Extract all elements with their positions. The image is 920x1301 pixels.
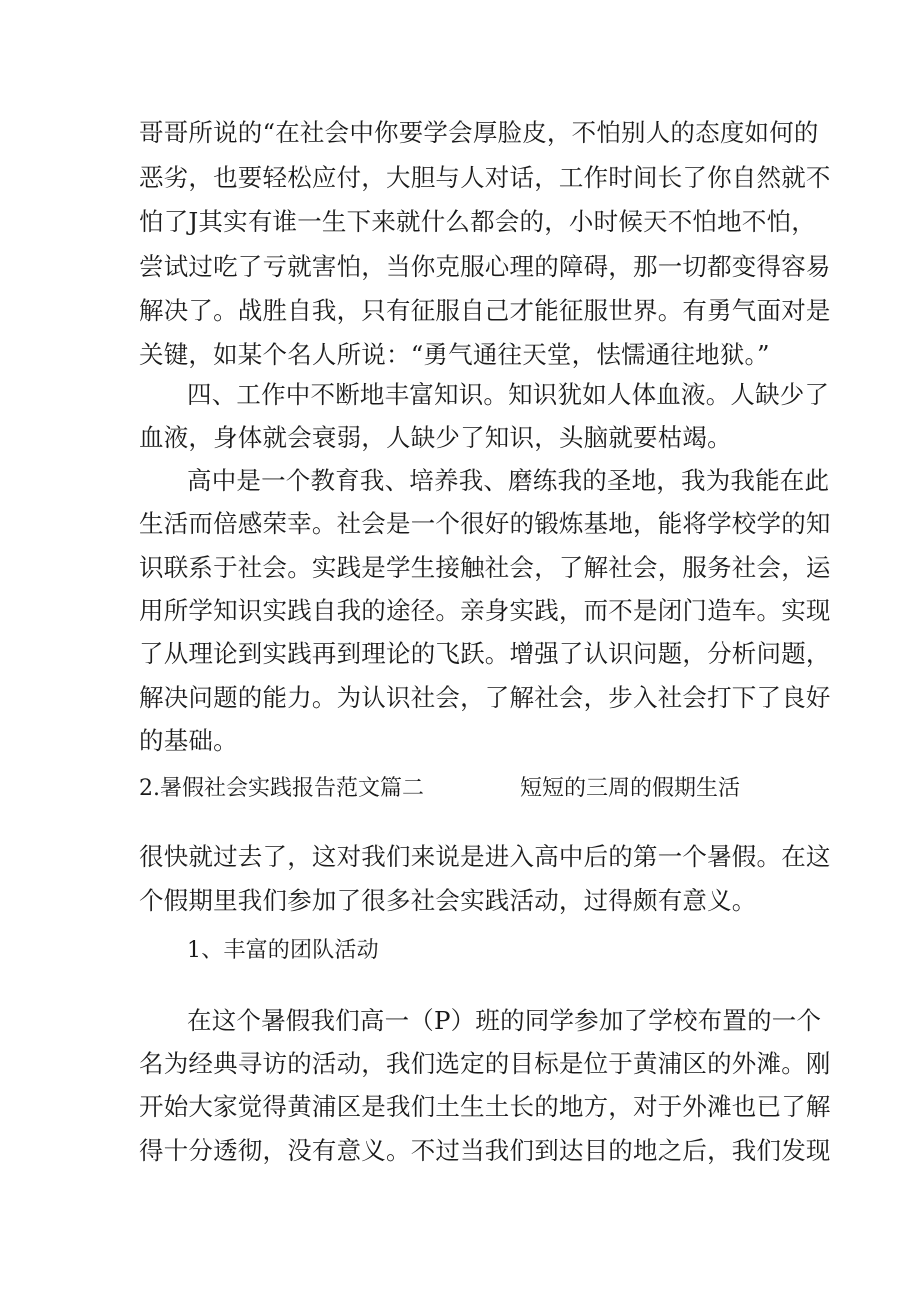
text-line: 很快就过去了，这对我们来说是进入高中后的第一个暑假。在这	[139, 842, 831, 871]
section-title: 2.暑假社会实践报告范文篇二	[139, 776, 424, 801]
text-line: 解决了。战胜自我，只有征服自己才能征服世界。有勇气面对是	[139, 296, 831, 325]
text-line: 血液，身体就会衰弱，人缺少了知识，头脑就要枯竭。	[139, 423, 732, 452]
text-line: 开始大家觉得黄浦区是我们土生土长的地方，对于外滩也已了解	[139, 1092, 831, 1121]
text-line: 生活而倍感荣幸。社会是一个很好的锻炼基地，能将学校学的知	[139, 509, 831, 538]
section-intro: 短短的三周的假期生活	[520, 776, 741, 801]
text-line: 了从理论到实践再到理论的飞跃。增强了认识问题，分析问题，	[139, 639, 831, 668]
text-line: 关键，如某个名人所说：“勇气通往天堂，怯懦通往地狱。”	[139, 340, 770, 369]
text-line: 在这个暑假我们高一（P）班的同学参加了学校布置的一个	[187, 1006, 822, 1035]
text-line: 识联系于社会。实践是学生接触社会，了解社会，服务社会，运	[139, 553, 831, 582]
text-line: 解决问题的能力。为认识社会，了解社会，步入社会打下了良好	[139, 683, 831, 712]
text-line: 怕了J其实有谁一生下来就什么都会的，小时候天不怕地不怕，	[139, 207, 816, 236]
text-line: 个假期里我们参加了很多社会实践活动，过得颇有意义。	[139, 886, 757, 915]
text-line: 用所学知识实践自我的途径。亲身实践，而不是闭门造车。实现	[139, 596, 831, 625]
text-line: 尝试过吃了亏就害怕，当你克服心理的障碍，那一切都变得容易	[139, 252, 831, 281]
text-line: 名为经典寻访的活动，我们选定的目标是位于黄浦区的外滩。刚	[139, 1049, 831, 1078]
text-line: 四、工作中不断地丰富知识。知识犹如人体血液。人缺少了	[187, 380, 830, 409]
text-line: 得十分透彻，没有意义。不过当我们到达目的地之后，我们发现	[139, 1136, 831, 1165]
text-line: 哥哥所说的“在社会中你要学会厚脸皮，不怕别人的态度如何的	[139, 118, 819, 147]
text-line: 恶劣，也要轻松应付，大胆与人对话，工作时间长了你自然就不	[139, 163, 831, 192]
text-line: 的基础。	[139, 726, 238, 755]
text-line: 高中是一个教育我、培养我、磨练我的圣地，我为我能在此	[187, 466, 830, 495]
subheading: 1、丰富的团队活动	[187, 938, 379, 963]
